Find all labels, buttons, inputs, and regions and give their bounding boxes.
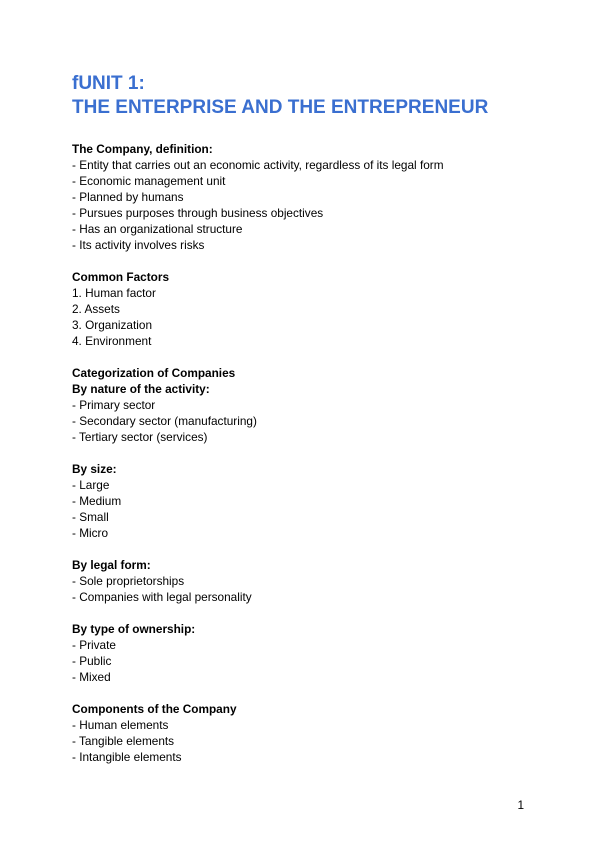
list-item: - Large [72,478,110,492]
section-categorization-ownership [72,621,532,685]
subsection-heading: By nature of the activity: [72,382,210,396]
list-item: 1. Human factor [72,286,156,300]
list-item: - Its activity involves risks [72,238,205,252]
list-item: - Economic management unit [72,174,226,188]
document-title [72,72,532,120]
list-item: - Mixed [72,670,111,684]
list-item: - Private [72,638,116,652]
list-item: - Pursues purposes through business objectives [72,206,324,220]
list-item: - Human elements [72,718,169,732]
section-definition [72,141,532,253]
section-heading: Categorization of Companies [72,366,236,380]
title-line-2: THE ENTERPRISE AND THE ENTREPRENEUR [72,97,489,118]
list-item: - Small [72,510,109,524]
list-item: - Tangible elements [72,734,175,748]
page-number: 1 [517,798,524,812]
list-item: - Companies with legal personality [72,590,252,604]
list-item: - Intangible elements [72,750,182,764]
list-item: - Sole proprietorships [72,574,185,588]
title-line-1: fUNIT 1: [72,73,145,94]
section-heading: Components of the Company [72,702,237,716]
list-item: - Medium [72,494,122,508]
list-item: - Public [72,654,112,668]
list-item: - Entity that carries out an economic activity, regardless of its legal form [72,158,444,172]
list-item: - Tertiary sector (services) [72,430,208,444]
document-page [72,72,532,781]
list-item: 4. Environment [72,334,152,348]
list-item: 3. Organization [72,318,153,332]
section-categorization-size [72,461,532,541]
document-body [72,141,532,765]
section-heading: The Company, definition: [72,142,213,156]
list-item: - Secondary sector (manufacturing) [72,414,257,428]
subsection-heading: By legal form: [72,558,151,572]
section-heading: Common Factors [72,270,170,284]
list-item: - Micro [72,526,109,540]
list-item: - Primary sector [72,398,156,412]
section-common-factors [72,269,532,349]
subsection-heading: By type of ownership: [72,622,196,636]
list-item: - Planned by humans [72,190,184,204]
list-item: - Has an organizational structure [72,222,243,236]
section-categorization-nature [72,365,532,445]
section-categorization-legal-form [72,557,532,605]
list-item: 2. Assets [72,302,120,316]
subsection-heading: By size: [72,462,117,476]
section-components [72,701,532,765]
